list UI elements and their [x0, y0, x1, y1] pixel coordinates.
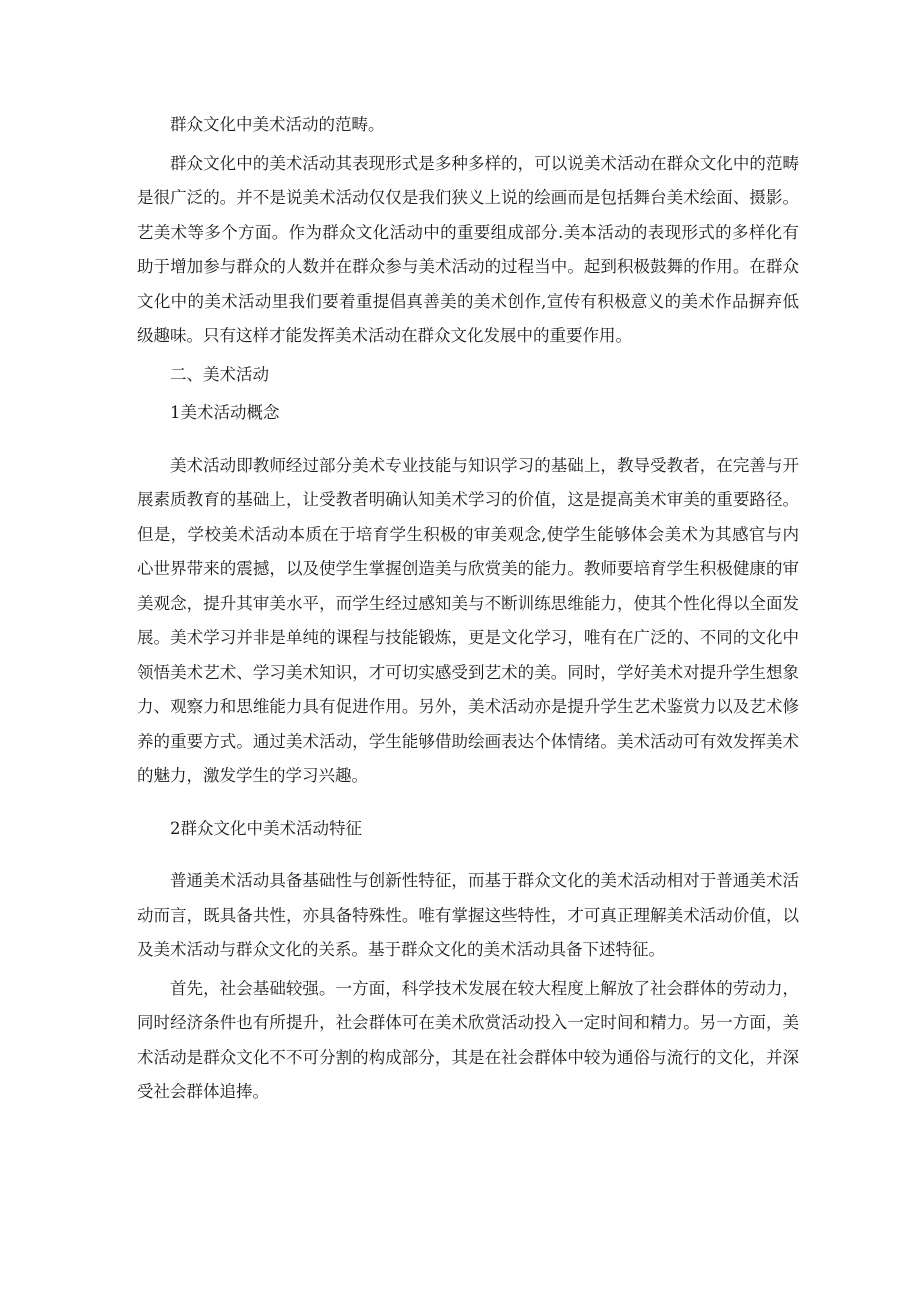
- intro-paragraph: 群众文化中的美术活动其表现形式是多种多样的，可以说美术活动在群众文化中的范畴是很广泛的。并不是说美术活动仅仅是我们狭义上说的绘画而是包括舞台美术绘面、摄影。艺美术等多个方面。作为群众文化活动中的重要组成部分.美本活动的表现形式的多样化有助于增加参与群众的人数并在群众参与美术活动的过程当中。起到积极鼓舞的作用。在群众文化中的美术活动里我们要着重提倡真善美的美术创作,宣传有积极意义的美术作品摒弃低级趣味。只有这样才能发挥美术活动在群众文化发展中的重要作用。: [137, 153, 799, 345]
- subsection-two-paragraph-1: 普通美术活动具备基础性与创新性特征，而基于群众文化的美术活动相对于普通美术活动而言，既具备共性，亦具备特殊性。唯有掌握这些特性，才可真正理解美术活动价值，以及美术活动与群众文化的关系。基于群众文化的美术活动具备下述特征。: [137, 871, 799, 959]
- document-page: [137, 108, 799, 1114]
- subsection-one-paragraph: 美术活动即教师经过部分美术专业技能与知识学习的基础上，教导受教者，在完善与开展素质教育的基础上，让受教者明确认知美术学习的价值，这是提高美术审美的重要路径。但是，学校美术活动本质在于培育学生积极的审美观念,使学生能够体会美术为其感官与内心世界带来的震撼，以及使学生掌握创造美与欣赏美的能力。教师要培育学生积极健康的审美观念，提升其审美水平，而学生经过感知美与不断训练思维能力，使其个性化得以全面发展。美术学习并非是单纯的课程与技能锻炼，更是文化学习，唯有在广泛的、不同的文化中领悟美术艺术、学习美术知识，才可切实感受到艺术的美。同时，学好美术对提升学生想象力、观察力和思维能力具有促进作用。另外，美术活动亦是提升学生艺术鉴赏力以及艺术修养的重要方式。通过美术活动，学生能够借助绘画表达个体情绪。美术活动可有效发挥美术的魅力，激发学生的学习兴趣。: [137, 455, 799, 785]
- intro-heading: 群众文化中美术活动的范畴。: [170, 115, 385, 134]
- subsection-two-paragraph-2: 首先，社会基础较强。一方面，科学技术发展在较大程度上解放了社会群体的劳动力，同时经济条件也有所提升，社会群体可在美术欣赏活动投入一定时间和精力。另一方面，美术活动是群众文化不不可分割的构成部分，其是在社会群体中较为通俗与流行的文化，并深受社会群体追捧。: [137, 978, 799, 1101]
- section-two-heading: 二、美术活动: [170, 364, 269, 384]
- subsection-two-heading: 2群众文化中美术活动特征: [170, 818, 362, 838]
- subsection-one-heading: 1美术活动概念: [170, 403, 280, 422]
